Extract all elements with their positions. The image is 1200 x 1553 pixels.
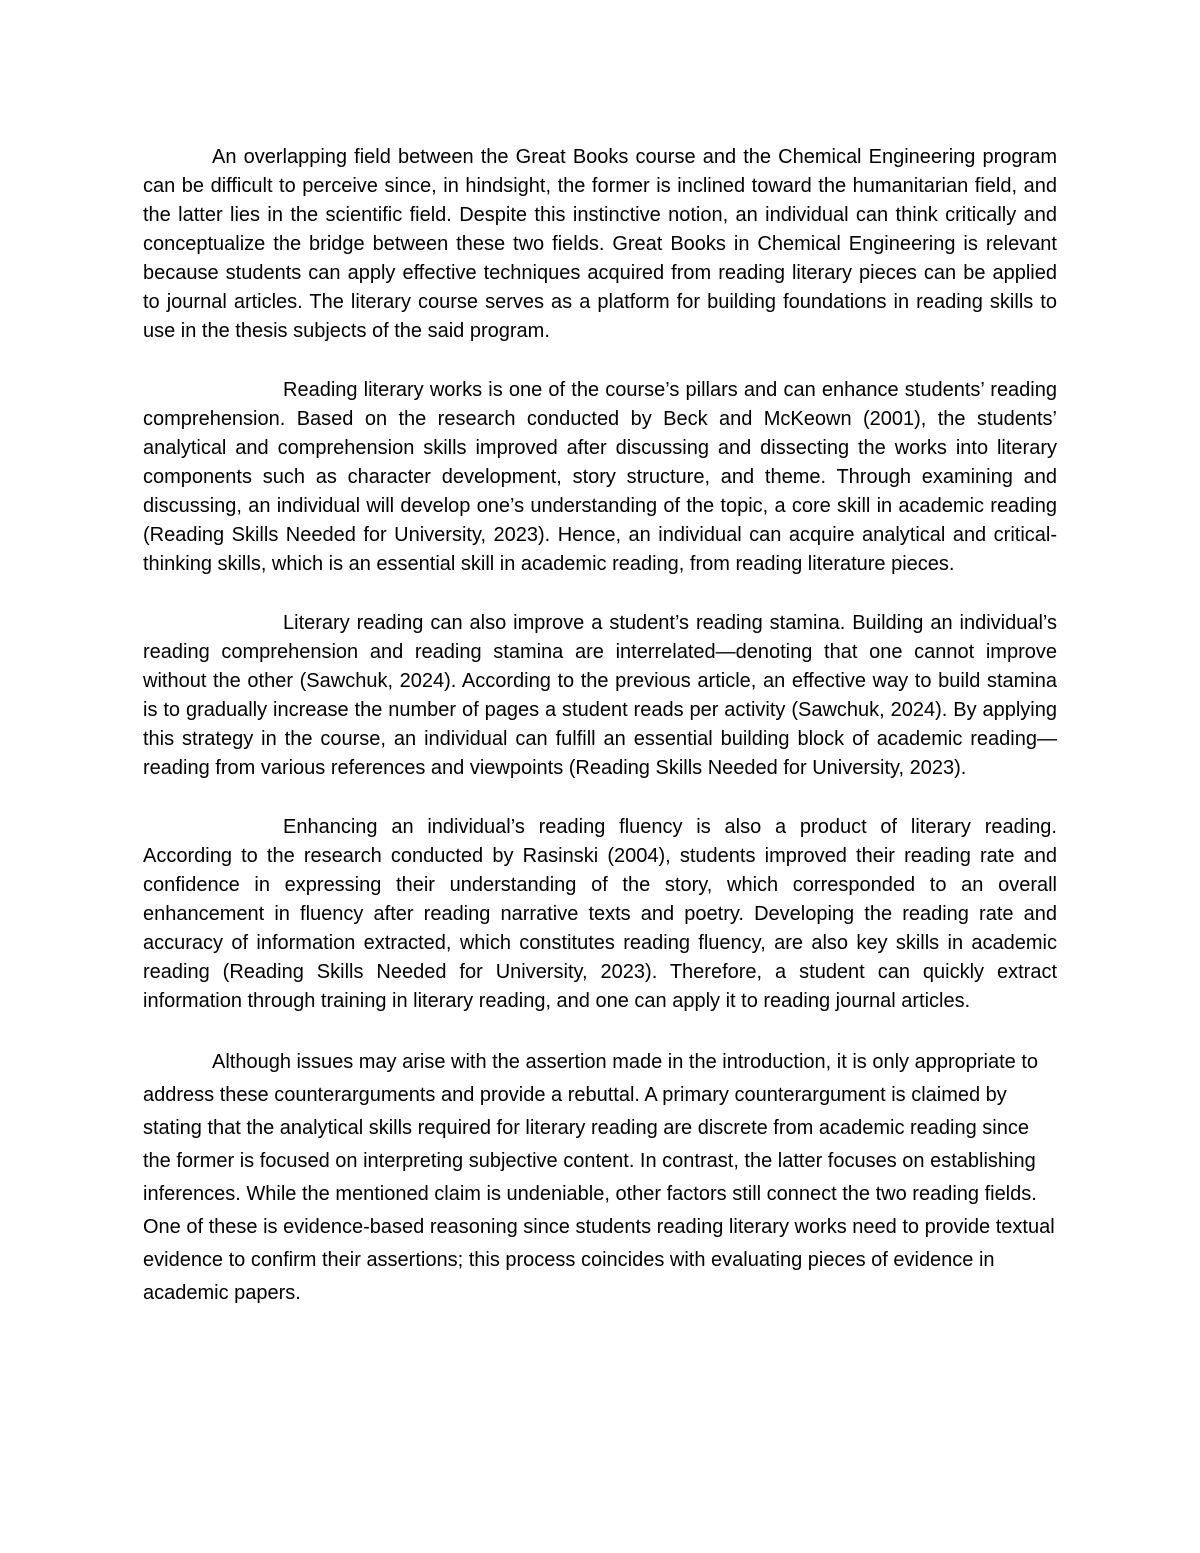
paragraph-reading-fluency: Enhancing an individual’s reading fluency is also a product of literary reading. According to the research conducted by Rasinski (2004), students improved their reading rate and confidence in expressing their understanding of the story, which corresponded to an overall enhancement in fluency after reading narrative texts and poetry. Developing the reading rate and accuracy of information extracted, which constitutes reading fluency, are also key skills in academic reading (Reading Skills Needed for University, 2023). Therefore, a student can quickly extract information through training in literary reading, and one can apply it to reading journal articles. (143, 816, 1057, 1012)
paragraph-literary-works: Reading literary works is one of the course’s pillars and can enhance students’ reading comprehension. Based on the research conducted by Beck and McKeown (2001), the students’ analytical and comprehension skills improved after discussing and dissecting the works into literary components such as character development, story structure, and theme. Through examining and discussing, an individual will develop one’s understanding of the topic, a core skill in academic reading (Reading Skills Needed for University, 2023). Hence, an individual can acquire analytical and critical-thinking skills, which is an essential skill in academic reading, from reading literature pieces. (143, 379, 1057, 575)
paragraph-intro: An overlapping field between the Great Books course and the Chemical Engineering program can be difficult to perceive since, in hindsight, the former is inclined toward the humanitarian field, and the latter lies in the scientific field. Despite this instinctive notion, an individual can think critically and conceptualize the bridge between these two fields. Great Books in Chemical Engineering is relevant because students can apply effective techniques acquired from reading literary pieces can be applied to journal articles. The literary course serves as a platform for building foundations in reading skills to use in the thesis subjects of the said program. (143, 146, 1057, 342)
paragraph-counterargument: Although issues may arise with the assertion made in the introduction, it is only appropriate to address these counterarguments and provide a rebuttal. A primary counterargument is claimed by stating that the analytical skills required for literary reading are discrete from academic reading since the former is focused on interpreting subjective content. In contrast, the latter focuses on establishing inferences. While the mentioned claim is undeniable, other factors still connect the two reading fields. One of these is evidence-based reasoning since students reading literary works need to provide textual evidence to confirm their assertions; this process coincides with evaluating pieces of evidence in academic papers. (143, 1051, 1055, 1304)
paragraph-reading-stamina: Literary reading can also improve a student’s reading stamina. Building an individual’s reading comprehension and reading stamina are interrelated—denoting that one cannot improve without the other (Sawchuk, 2024). According to the previous article, an effective way to build stamina is to gradually increase the number of pages a student reads per activity (Sawchuk, 2024). By applying this strategy in the course, an individual can fulfill an essential building block of academic reading—reading from various references and viewpoints (Reading Skills Needed for University, 2023). (143, 612, 1057, 779)
document-body (143, 143, 1057, 1310)
